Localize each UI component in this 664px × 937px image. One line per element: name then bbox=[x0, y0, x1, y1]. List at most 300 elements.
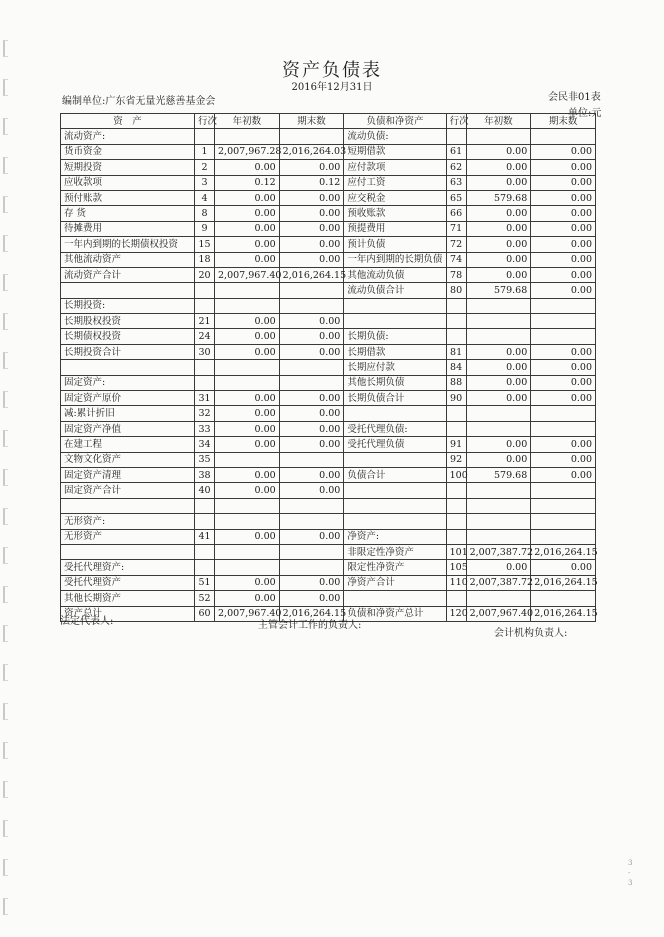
liability-name: 长期借款 bbox=[344, 344, 446, 359]
asset-end bbox=[279, 544, 344, 559]
asset-name: 货币资金 bbox=[61, 144, 195, 159]
asset-begin: 0.00 bbox=[215, 314, 280, 329]
liability-row-no: 88 bbox=[446, 375, 466, 390]
asset-name: 流动资产: bbox=[61, 129, 195, 144]
asset-row-no: 33 bbox=[195, 421, 215, 436]
asset-begin bbox=[215, 298, 280, 313]
liability-name: 流动负债合计 bbox=[344, 283, 446, 298]
liability-end: 0.00 bbox=[531, 360, 596, 375]
table-row bbox=[61, 175, 596, 190]
header-begin: 年初数 bbox=[215, 114, 280, 129]
report-date: 2016年12月31日 bbox=[291, 82, 373, 93]
asset-end: 0.00 bbox=[279, 190, 344, 205]
asset-end: 0.00 bbox=[279, 529, 344, 544]
liability-row-no: 62 bbox=[446, 160, 466, 175]
table-row bbox=[61, 591, 596, 606]
asset-name: 其他长期资产 bbox=[61, 591, 195, 606]
asset-name: 一年内到期的长期债权投资 bbox=[61, 237, 195, 252]
asset-begin: 0.00 bbox=[215, 591, 280, 606]
liability-row-no: 105 bbox=[446, 560, 466, 575]
asset-row-no bbox=[195, 360, 215, 375]
asset-name: 存 货 bbox=[61, 206, 195, 221]
liability-row-no: 72 bbox=[446, 237, 466, 252]
asset-end: 2,016,264.15 bbox=[279, 606, 344, 621]
asset-name: 应收款项 bbox=[61, 175, 195, 190]
liability-begin: 2,007,387.72 bbox=[466, 575, 531, 590]
liability-name bbox=[344, 314, 446, 329]
asset-begin bbox=[215, 283, 280, 298]
asset-end: 0.00 bbox=[279, 329, 344, 344]
table-row bbox=[61, 498, 596, 513]
asset-end bbox=[279, 452, 344, 467]
asset-end: 0.00 bbox=[279, 160, 344, 175]
table-row bbox=[61, 283, 596, 298]
asset-begin: 0.00 bbox=[215, 467, 280, 482]
header-liabilities: 负债和净资产 bbox=[344, 114, 446, 129]
currency-unit: 单位:元 bbox=[568, 108, 602, 119]
asset-begin bbox=[215, 560, 280, 575]
asset-begin: 0.00 bbox=[215, 344, 280, 359]
asset-name: 长期债权投资 bbox=[61, 329, 195, 344]
liability-name: 短期借款 bbox=[344, 144, 446, 159]
asset-begin bbox=[215, 544, 280, 559]
asset-row-no: 8 bbox=[195, 206, 215, 221]
asset-end: 0.00 bbox=[279, 344, 344, 359]
asset-name: 固定资产: bbox=[61, 375, 195, 390]
liability-row-no: 100 bbox=[446, 467, 466, 482]
asset-begin: 0.00 bbox=[215, 206, 280, 221]
table-row bbox=[61, 267, 596, 282]
asset-row-no: 52 bbox=[195, 591, 215, 606]
table-row bbox=[61, 391, 596, 406]
liability-begin: 2,007,387.72 bbox=[466, 544, 531, 559]
table-row bbox=[61, 206, 596, 221]
table-row bbox=[61, 190, 596, 205]
asset-end: 0.12 bbox=[279, 175, 344, 190]
liability-name bbox=[344, 591, 446, 606]
liability-end bbox=[531, 314, 596, 329]
liability-begin: 0.00 bbox=[466, 206, 531, 221]
table-row bbox=[61, 575, 596, 590]
liability-begin: 0.00 bbox=[466, 160, 531, 175]
liability-end: 0.00 bbox=[531, 160, 596, 175]
liability-end bbox=[531, 529, 596, 544]
table-row bbox=[61, 329, 596, 344]
table-row bbox=[61, 529, 596, 544]
liability-row-no bbox=[446, 298, 466, 313]
asset-begin bbox=[215, 129, 280, 144]
liability-name: 一年内到期的长期负债 bbox=[344, 252, 446, 267]
form-number: 会民非01表 bbox=[548, 92, 601, 103]
liability-begin: 0.00 bbox=[466, 452, 531, 467]
liability-begin: 0.00 bbox=[466, 175, 531, 190]
asset-begin bbox=[215, 375, 280, 390]
asset-name: 固定资产净值 bbox=[61, 421, 195, 436]
asset-row-no: 9 bbox=[195, 221, 215, 236]
liability-begin: 0.00 bbox=[466, 344, 531, 359]
asset-row-no bbox=[195, 544, 215, 559]
liability-begin bbox=[466, 129, 531, 144]
asset-end: 0.00 bbox=[279, 206, 344, 221]
liability-name: 受托代理负债: bbox=[344, 421, 446, 436]
liability-begin bbox=[466, 421, 531, 436]
liability-name: 负债和净资产总计 bbox=[344, 606, 446, 621]
asset-name: 长期股权投资 bbox=[61, 314, 195, 329]
liability-end: 0.00 bbox=[531, 344, 596, 359]
accounting-head-label: 主管会计工作的负责人: bbox=[258, 620, 362, 631]
asset-begin: 0.00 bbox=[215, 391, 280, 406]
table-row bbox=[61, 514, 596, 529]
asset-end: 2,016,264.03 bbox=[279, 144, 344, 159]
table-row bbox=[61, 160, 596, 175]
liability-row-no: 74 bbox=[446, 252, 466, 267]
table-row bbox=[61, 467, 596, 482]
asset-row-no: 24 bbox=[195, 329, 215, 344]
liability-name bbox=[344, 298, 446, 313]
asset-name: 无形资产 bbox=[61, 529, 195, 544]
asset-name: 短期投资 bbox=[61, 160, 195, 175]
liability-end: 0.00 bbox=[531, 252, 596, 267]
asset-row-no bbox=[195, 498, 215, 513]
liability-begin: 579.68 bbox=[466, 190, 531, 205]
liability-begin bbox=[466, 483, 531, 498]
asset-begin bbox=[215, 498, 280, 513]
liability-name: 净资产合计 bbox=[344, 575, 446, 590]
liability-end: 0.00 bbox=[531, 560, 596, 575]
asset-row-no: 3 bbox=[195, 175, 215, 190]
liability-end bbox=[531, 421, 596, 436]
liability-row-no: 90 bbox=[446, 391, 466, 406]
asset-begin bbox=[215, 452, 280, 467]
asset-name: 固定资产合计 bbox=[61, 483, 195, 498]
table-row bbox=[61, 406, 596, 421]
table-row bbox=[61, 144, 596, 159]
asset-name: 固定资产清理 bbox=[61, 467, 195, 482]
asset-begin: 0.00 bbox=[215, 529, 280, 544]
asset-begin: 0.00 bbox=[215, 237, 280, 252]
liability-end bbox=[531, 129, 596, 144]
asset-name: 文物文化资产 bbox=[61, 452, 195, 467]
liability-end: 0.00 bbox=[531, 237, 596, 252]
table-header-row bbox=[61, 114, 596, 129]
asset-end: 0.00 bbox=[279, 437, 344, 452]
liability-name: 其他长期负债 bbox=[344, 375, 446, 390]
asset-end bbox=[279, 375, 344, 390]
liability-row-no bbox=[446, 498, 466, 513]
liability-begin bbox=[466, 529, 531, 544]
liability-name: 限定性净资产 bbox=[344, 560, 446, 575]
asset-begin: 0.12 bbox=[215, 175, 280, 190]
asset-end bbox=[279, 360, 344, 375]
asset-end: 0.00 bbox=[279, 467, 344, 482]
balance-sheet-table bbox=[60, 113, 596, 622]
liability-name: 净资产: bbox=[344, 529, 446, 544]
asset-row-no: 40 bbox=[195, 483, 215, 498]
asset-begin: 2,007,967.40 bbox=[215, 606, 280, 621]
liability-row-no: 65 bbox=[446, 190, 466, 205]
asset-row-no: 31 bbox=[195, 391, 215, 406]
asset-name: 长期投资: bbox=[61, 298, 195, 313]
asset-end bbox=[279, 283, 344, 298]
asset-end: 0.00 bbox=[279, 406, 344, 421]
liability-end: 2,016,264.15 bbox=[531, 575, 596, 590]
asset-row-no: 34 bbox=[195, 437, 215, 452]
header-row-no: 行次 bbox=[195, 114, 215, 129]
liability-name: 受托代理负债 bbox=[344, 437, 446, 452]
binder-holes bbox=[3, 40, 13, 937]
liability-name bbox=[344, 452, 446, 467]
liability-begin bbox=[466, 406, 531, 421]
asset-row-no: 2 bbox=[195, 160, 215, 175]
liability-end bbox=[531, 298, 596, 313]
asset-row-no: 51 bbox=[195, 575, 215, 590]
asset-name: 受托代理资产: bbox=[61, 560, 195, 575]
asset-row-no: 32 bbox=[195, 406, 215, 421]
liability-begin bbox=[466, 514, 531, 529]
asset-row-no bbox=[195, 129, 215, 144]
asset-begin: 0.00 bbox=[215, 160, 280, 175]
liability-row-no: 63 bbox=[446, 175, 466, 190]
asset-row-no: 35 bbox=[195, 452, 215, 467]
asset-end: 0.00 bbox=[279, 391, 344, 406]
liability-end bbox=[531, 514, 596, 529]
asset-end: 0.00 bbox=[279, 237, 344, 252]
header-end-2: 期末数 bbox=[531, 114, 596, 129]
liability-row-no bbox=[446, 421, 466, 436]
asset-name: 减:累计折旧 bbox=[61, 406, 195, 421]
asset-row-no: 30 bbox=[195, 344, 215, 359]
asset-begin: 0.00 bbox=[215, 252, 280, 267]
liability-begin: 579.68 bbox=[466, 467, 531, 482]
liability-begin: 2,007,967.40 bbox=[466, 606, 531, 621]
legal-representative-label: 法定代表人: bbox=[60, 616, 114, 627]
liability-row-no bbox=[446, 514, 466, 529]
liability-end: 0.00 bbox=[531, 283, 596, 298]
liability-row-no bbox=[446, 329, 466, 344]
liability-name: 预收账款 bbox=[344, 206, 446, 221]
asset-end: 0.00 bbox=[279, 221, 344, 236]
asset-name: 待摊费用 bbox=[61, 221, 195, 236]
liability-end: 0.00 bbox=[531, 375, 596, 390]
liability-begin: 0.00 bbox=[466, 375, 531, 390]
asset-begin: 0.00 bbox=[215, 221, 280, 236]
liability-row-no: 101 bbox=[446, 544, 466, 559]
table-row bbox=[61, 314, 596, 329]
liability-row-no: 61 bbox=[446, 144, 466, 159]
table-row bbox=[61, 437, 596, 452]
liability-row-no: 78 bbox=[446, 267, 466, 282]
table-row bbox=[61, 375, 596, 390]
table-row bbox=[61, 344, 596, 359]
header-row-no-2: 行次 bbox=[446, 114, 466, 129]
asset-name: 长期投资合计 bbox=[61, 344, 195, 359]
liability-begin bbox=[466, 314, 531, 329]
liability-begin: 0.00 bbox=[466, 252, 531, 267]
asset-name: 固定资产原价 bbox=[61, 391, 195, 406]
liability-name: 非限定性净资产 bbox=[344, 544, 446, 559]
liability-begin bbox=[466, 298, 531, 313]
asset-name bbox=[61, 498, 195, 513]
liability-begin: 0.00 bbox=[466, 437, 531, 452]
liability-name: 应付款项 bbox=[344, 160, 446, 175]
liability-end: 0.00 bbox=[531, 267, 596, 282]
table-row bbox=[61, 544, 596, 559]
liability-name bbox=[344, 406, 446, 421]
liability-end: 0.00 bbox=[531, 175, 596, 190]
liability-end: 0.00 bbox=[531, 437, 596, 452]
asset-row-no: 38 bbox=[195, 467, 215, 482]
liability-end: 0.00 bbox=[531, 391, 596, 406]
asset-row-no: 21 bbox=[195, 314, 215, 329]
liability-row-no bbox=[446, 406, 466, 421]
header-begin-2: 年初数 bbox=[466, 114, 531, 129]
table-body bbox=[61, 129, 596, 622]
liability-name: 长期负债合计 bbox=[344, 391, 446, 406]
asset-row-no: 41 bbox=[195, 529, 215, 544]
asset-name bbox=[61, 283, 195, 298]
liability-row-no: 81 bbox=[446, 344, 466, 359]
asset-end bbox=[279, 298, 344, 313]
table-row bbox=[61, 237, 596, 252]
liability-row-no: 71 bbox=[446, 221, 466, 236]
liability-end bbox=[531, 591, 596, 606]
asset-end: 0.00 bbox=[279, 252, 344, 267]
liability-end: 0.00 bbox=[531, 221, 596, 236]
asset-end: 0.00 bbox=[279, 591, 344, 606]
asset-begin: 0.00 bbox=[215, 406, 280, 421]
liability-begin bbox=[466, 498, 531, 513]
liability-begin: 0.00 bbox=[466, 237, 531, 252]
liability-name: 应交税金 bbox=[344, 190, 446, 205]
liability-begin: 0.00 bbox=[466, 391, 531, 406]
asset-name: 流动资产合计 bbox=[61, 267, 195, 282]
liability-name: 流动负债: bbox=[344, 129, 446, 144]
table-row bbox=[61, 298, 596, 313]
liability-row-no: 92 bbox=[446, 452, 466, 467]
edge-marks: 3 - 3 bbox=[628, 859, 633, 887]
asset-begin: 2,007,967.28 bbox=[215, 144, 280, 159]
asset-begin: 0.00 bbox=[215, 329, 280, 344]
asset-end bbox=[279, 514, 344, 529]
liability-end: 0.00 bbox=[531, 452, 596, 467]
asset-begin: 0.00 bbox=[215, 421, 280, 436]
liability-name: 预计负债 bbox=[344, 237, 446, 252]
liability-end bbox=[531, 483, 596, 498]
liability-row-no bbox=[446, 591, 466, 606]
asset-name: 预付账款 bbox=[61, 190, 195, 205]
header-end: 期末数 bbox=[279, 114, 344, 129]
header-asset: 资 产 bbox=[61, 114, 195, 129]
reporting-entity: 编制单位:广东省无量光慈善基金会 bbox=[62, 96, 216, 107]
asset-row-no: 15 bbox=[195, 237, 215, 252]
asset-row-no bbox=[195, 375, 215, 390]
liability-begin: 0.00 bbox=[466, 560, 531, 575]
liability-begin: 0.00 bbox=[466, 360, 531, 375]
asset-row-no bbox=[195, 560, 215, 575]
liability-name: 长期应付款 bbox=[344, 360, 446, 375]
liability-begin: 0.00 bbox=[466, 267, 531, 282]
liability-name: 预提费用 bbox=[344, 221, 446, 236]
asset-name: 其他流动资产 bbox=[61, 252, 195, 267]
asset-begin bbox=[215, 514, 280, 529]
liability-end: 0.00 bbox=[531, 467, 596, 482]
asset-row-no: 4 bbox=[195, 190, 215, 205]
liability-row-no bbox=[446, 483, 466, 498]
asset-row-no: 60 bbox=[195, 606, 215, 621]
liability-begin bbox=[466, 329, 531, 344]
asset-begin bbox=[215, 360, 280, 375]
asset-name: 资产总计 bbox=[61, 606, 195, 621]
asset-begin: 2,007,967.40 bbox=[215, 267, 280, 282]
liability-name bbox=[344, 498, 446, 513]
asset-begin: 0.00 bbox=[215, 483, 280, 498]
liability-row-no bbox=[446, 314, 466, 329]
table-row bbox=[61, 452, 596, 467]
agency-head-label: 会计机构负责人: bbox=[494, 628, 568, 639]
liability-row-no: 120 bbox=[446, 606, 466, 621]
table-row bbox=[61, 221, 596, 236]
liability-begin: 0.00 bbox=[466, 144, 531, 159]
liability-name: 其他流动负债 bbox=[344, 267, 446, 282]
table-row bbox=[61, 421, 596, 436]
asset-end bbox=[279, 129, 344, 144]
asset-end: 0.00 bbox=[279, 314, 344, 329]
asset-begin: 0.00 bbox=[215, 190, 280, 205]
asset-row-no: 18 bbox=[195, 252, 215, 267]
liability-begin bbox=[466, 591, 531, 606]
liability-row-no bbox=[446, 529, 466, 544]
liability-begin: 579.68 bbox=[466, 283, 531, 298]
liability-name: 负债合计 bbox=[344, 467, 446, 482]
liability-row-no: 84 bbox=[446, 360, 466, 375]
asset-name: 在建工程 bbox=[61, 437, 195, 452]
liability-end: 0.00 bbox=[531, 206, 596, 221]
asset-end: 0.00 bbox=[279, 483, 344, 498]
asset-end bbox=[279, 498, 344, 513]
asset-row-no bbox=[195, 283, 215, 298]
liability-name: 长期负债: bbox=[344, 329, 446, 344]
liability-name: 应付工资 bbox=[344, 175, 446, 190]
asset-name: 受托代理资产 bbox=[61, 575, 195, 590]
liability-name bbox=[344, 483, 446, 498]
liability-row-no: 91 bbox=[446, 437, 466, 452]
liability-row-no: 110 bbox=[446, 575, 466, 590]
asset-name: 无形资产: bbox=[61, 514, 195, 529]
asset-begin: 0.00 bbox=[215, 437, 280, 452]
liability-end: 2,016,264.15 bbox=[531, 544, 596, 559]
table-row bbox=[61, 560, 596, 575]
liability-begin: 0.00 bbox=[466, 221, 531, 236]
asset-row-no bbox=[195, 298, 215, 313]
asset-end: 0.00 bbox=[279, 575, 344, 590]
table-row bbox=[61, 483, 596, 498]
liability-name bbox=[344, 514, 446, 529]
asset-name bbox=[61, 544, 195, 559]
table-row bbox=[61, 360, 596, 375]
table-row bbox=[61, 252, 596, 267]
liability-end: 0.00 bbox=[531, 190, 596, 205]
liability-row-no bbox=[446, 129, 466, 144]
asset-name bbox=[61, 360, 195, 375]
asset-row-no: 20 bbox=[195, 267, 215, 282]
liability-row-no: 80 bbox=[446, 283, 466, 298]
asset-row-no: 1 bbox=[195, 144, 215, 159]
table-row bbox=[61, 129, 596, 144]
liability-end: 2,016,264.15 bbox=[531, 606, 596, 621]
liability-end bbox=[531, 406, 596, 421]
liability-end bbox=[531, 498, 596, 513]
liability-end bbox=[531, 329, 596, 344]
